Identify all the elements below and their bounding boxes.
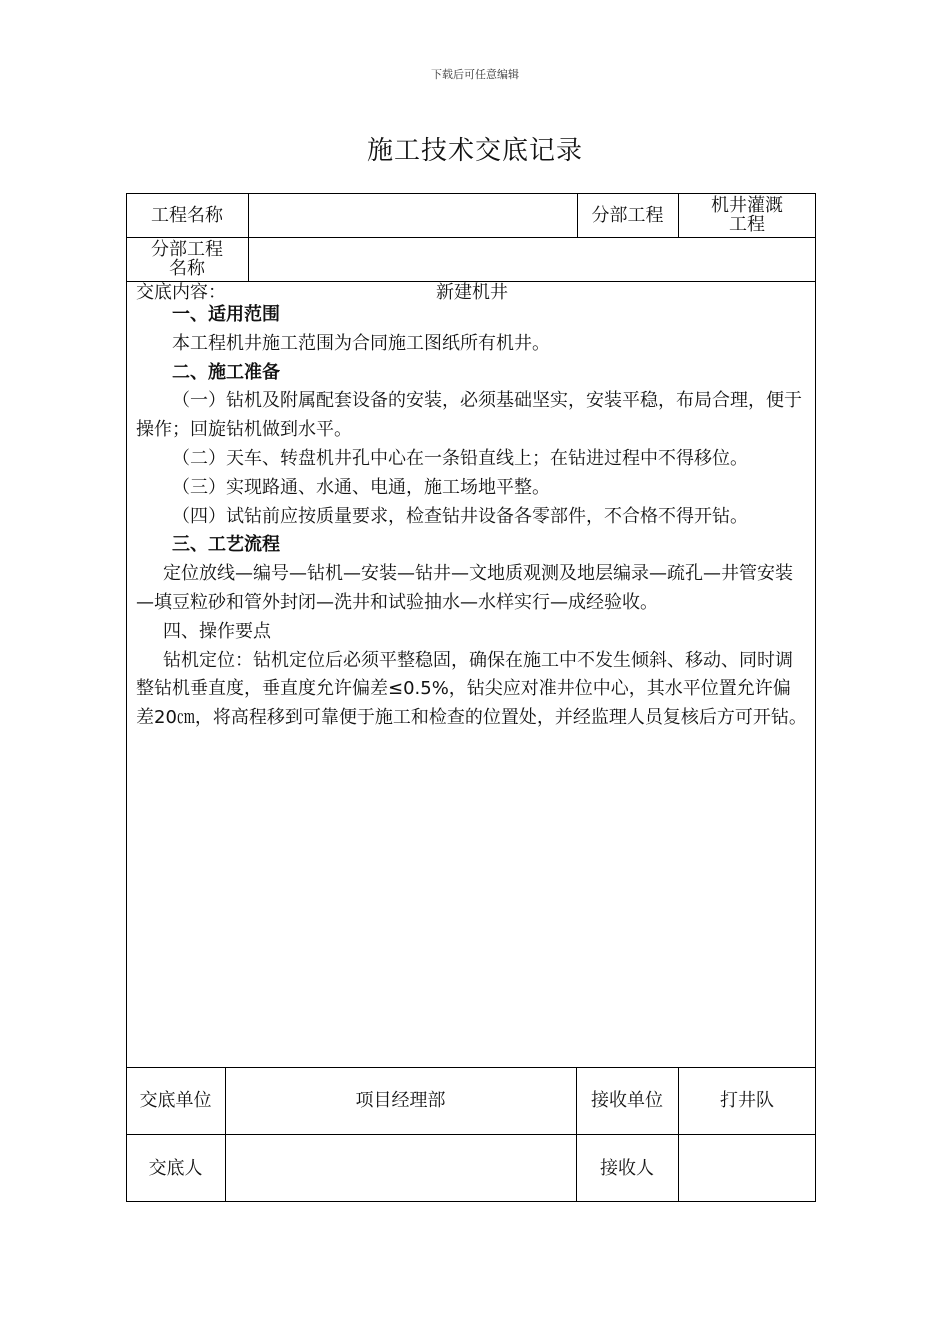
section-text: 定位放线—编号—钻机—安装—钻井—文地质观测及地层编录—疏孔—井管安装—填豆粒砂和管外封闭—洗井和试验抽水—水样实行—成经验收。 <box>136 563 793 613</box>
division-value-line2: 工程 <box>729 214 765 235</box>
division-label: 分部工程 <box>591 204 664 226</box>
section-item: （三）实现路通、水通、电通，施工场地平整。 <box>172 476 550 498</box>
section-text: 本工程机井施工范围为合同施工图纸所有机井。 <box>172 332 550 354</box>
project-name-label: 工程名称 <box>151 204 223 226</box>
subdivision-label-line2: 名称 <box>169 258 205 279</box>
issuer-person-value <box>225 1134 576 1202</box>
issuer-unit-label: 交底单位 <box>139 1090 212 1111</box>
header-note: 下载后可任意编辑 <box>431 68 519 81</box>
receiver-person-value <box>678 1134 816 1202</box>
section-item: （四）试钻前应按质量要求，检查钻井设备各零部件，不合格不得开钻。 <box>172 505 748 527</box>
document-title: 施工技术交底记录 <box>366 136 583 166</box>
section-title: 四、操作要点 <box>163 620 271 642</box>
issuer-unit-value: 项目经理部 <box>355 1090 446 1111</box>
section-item: （二）天车、转盘机井孔中心在一条铅直线上；在钻进过程中不得移位。 <box>172 447 748 469</box>
subdivision-label <box>126 237 248 281</box>
content-header <box>136 283 808 303</box>
disclosure-content <box>136 283 808 733</box>
receiver-unit-value: 打井队 <box>720 1090 774 1111</box>
content-label: 交底内容： <box>136 282 226 303</box>
section-title: 三、工艺流程 <box>172 534 280 556</box>
division-value <box>678 193 816 237</box>
subdivision-label-line1: 分部工程 <box>151 239 223 260</box>
section-text: 钻机定位：钻机定位后必须平整稳固，确保在施工中不发生倾斜、移动、同时调整钻机垂直度，垂直度允许偏差≤0.5%，钻尖应对准井位中心，其水平位置允许偏差20㎝，将高程移到可靠便于施工和检查的位置处，并经监理人员复核后方可开钻。 <box>136 649 807 729</box>
issuer-person-label: 交底人 <box>148 1157 203 1179</box>
content-subject: 新建机井 <box>436 282 508 303</box>
receiver-person-label: 接收人 <box>600 1157 654 1179</box>
division-value-line1: 机井灌溉 <box>711 195 783 216</box>
subdivision-value <box>248 237 816 281</box>
receiver-unit-label: 接收单位 <box>591 1090 663 1111</box>
section-item: （一）钻机及附属配套设备的安装，必须基础坚实，安装平稳，布局合理，便于操作；回旋钻机做到水平。 <box>136 390 802 441</box>
project-name-value <box>248 193 577 237</box>
section-title: 二、施工准备 <box>172 361 280 383</box>
section-title: 一、适用范围 <box>172 304 280 325</box>
